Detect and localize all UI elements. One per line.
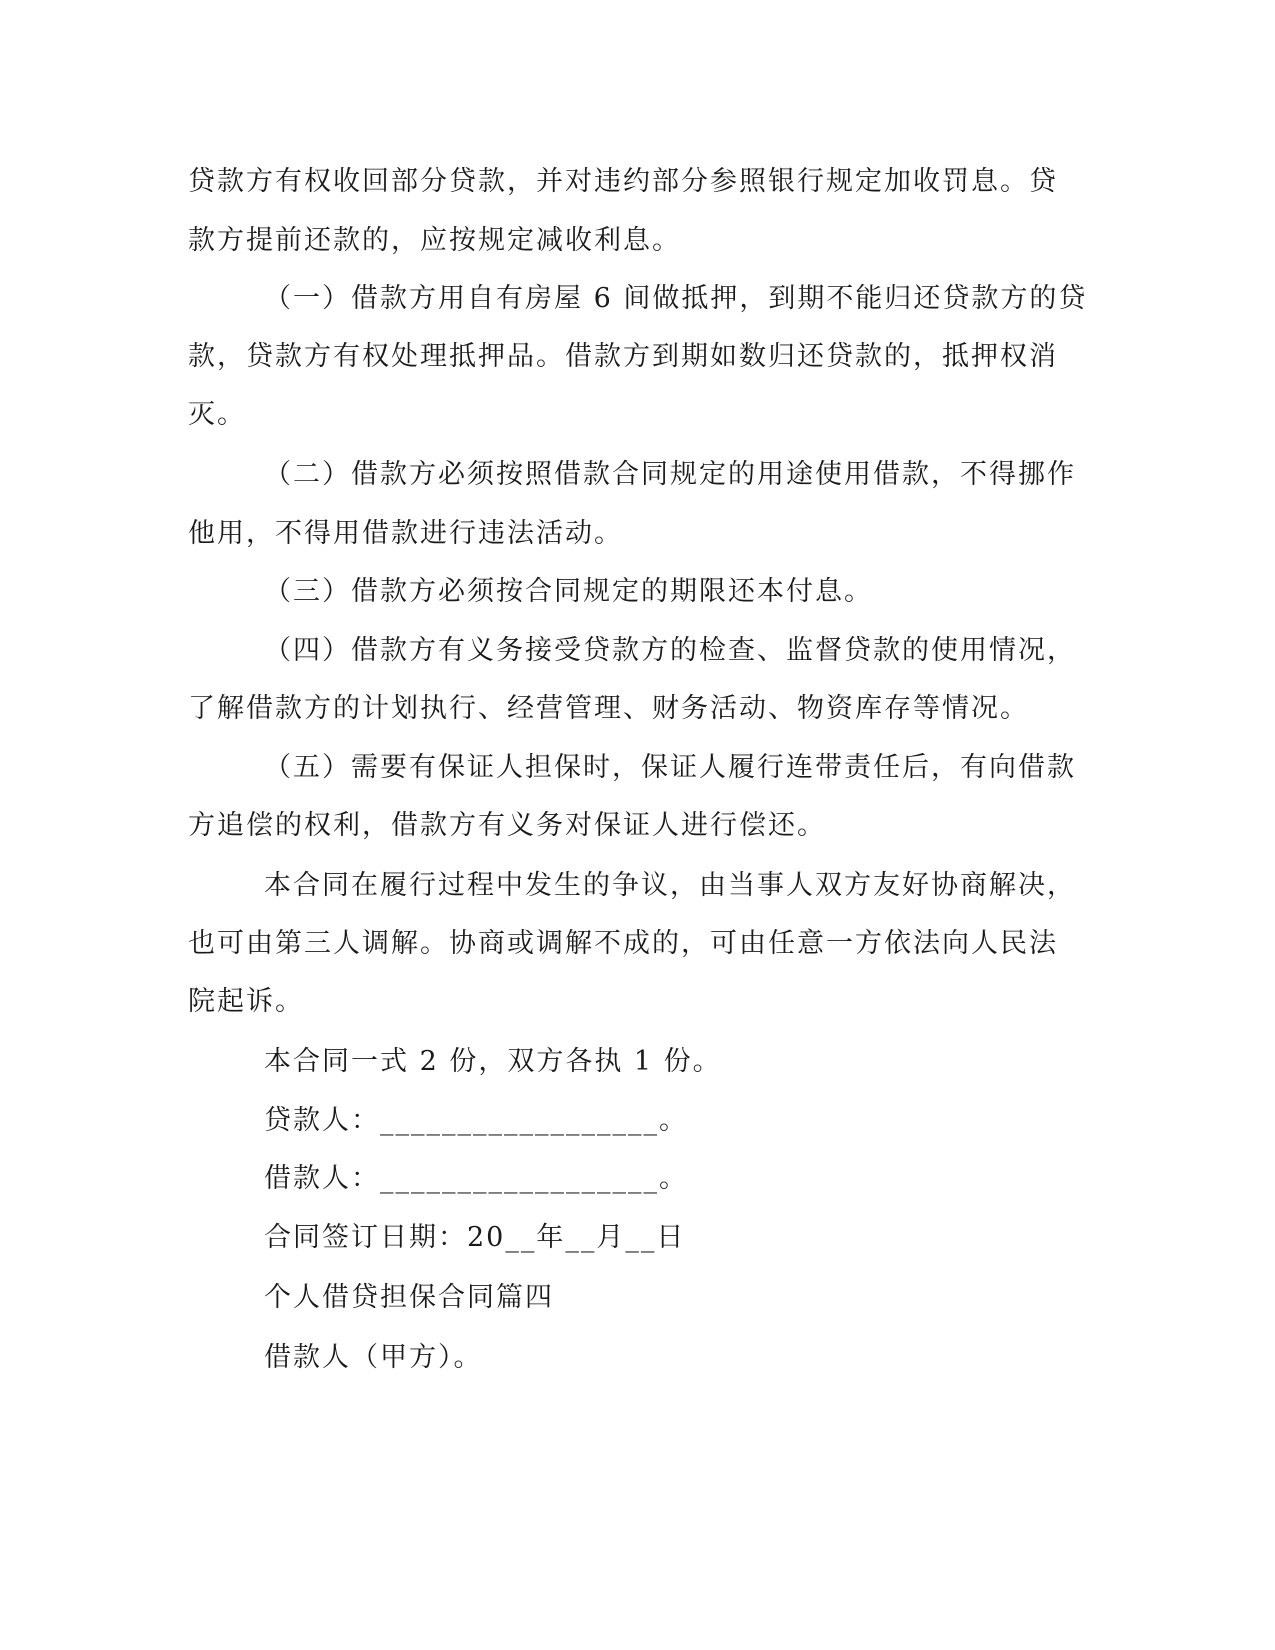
dispute-clause-line: 本合同在履行过程中发生的争议，由当事人双方友好协商解决， <box>264 870 1076 901</box>
clause-4-line: （四）借款方有义务接受贷款方的检查、监督贷款的使用情况， <box>264 635 1076 666</box>
copies-clause: 本合同一式 2 份，双方各执 1 份。 <box>264 1046 722 1077</box>
clause-2-line: 他用，不得用借款进行违法活动。 <box>188 518 623 549</box>
dispute-clause-line: 也可由第三人调解。协商或调解不成的，可由任意一方依法向人民法 <box>188 928 1058 959</box>
clause-3-line: （三）借款方必须按合同规定的期限还本付息。 <box>264 576 873 607</box>
dispute-clause-line: 院起诉。 <box>188 986 304 1017</box>
clause-2-line: （二）借款方必须按照借款合同规定的用途使用借款，不得挪作 <box>264 459 1076 490</box>
section-heading: 个人借贷担保合同篇四 <box>264 1282 554 1313</box>
lender-signature-line: 贷款人：__________________。 <box>264 1105 688 1136</box>
clause-5-line: （五）需要有保证人担保时，保证人履行连带责任后，有向借款 <box>264 752 1076 783</box>
clause-4-line: 了解借款方的计划执行、经营管理、财务活动、物资库存等情况。 <box>188 693 1029 724</box>
clause-1-line: 款，贷款方有权处理抵押品。借款方到期如数归还贷款的，抵押权消 <box>188 341 1058 372</box>
paragraph-line: 款方提前还款的，应按规定减收利息。 <box>188 225 681 256</box>
party-a-line: 借款人（甲方）。 <box>264 1342 483 1373</box>
clause-5-line: 方追偿的权利，借款方有义务对保证人进行偿还。 <box>188 810 826 841</box>
clause-1-line: 灭。 <box>188 399 246 430</box>
paragraph-line: 贷款方有权收回部分贷款，并对违约部分参照银行规定加收罚息。贷 <box>188 166 1058 197</box>
signing-date-line: 合同签订日期：20__年__月__日 <box>264 1222 686 1253</box>
borrower-signature-line: 借款人：__________________。 <box>264 1163 688 1194</box>
clause-1-line: （一）借款方用自有房屋 6 间做抵押，到期不能归还贷款方的贷 <box>264 283 1088 314</box>
